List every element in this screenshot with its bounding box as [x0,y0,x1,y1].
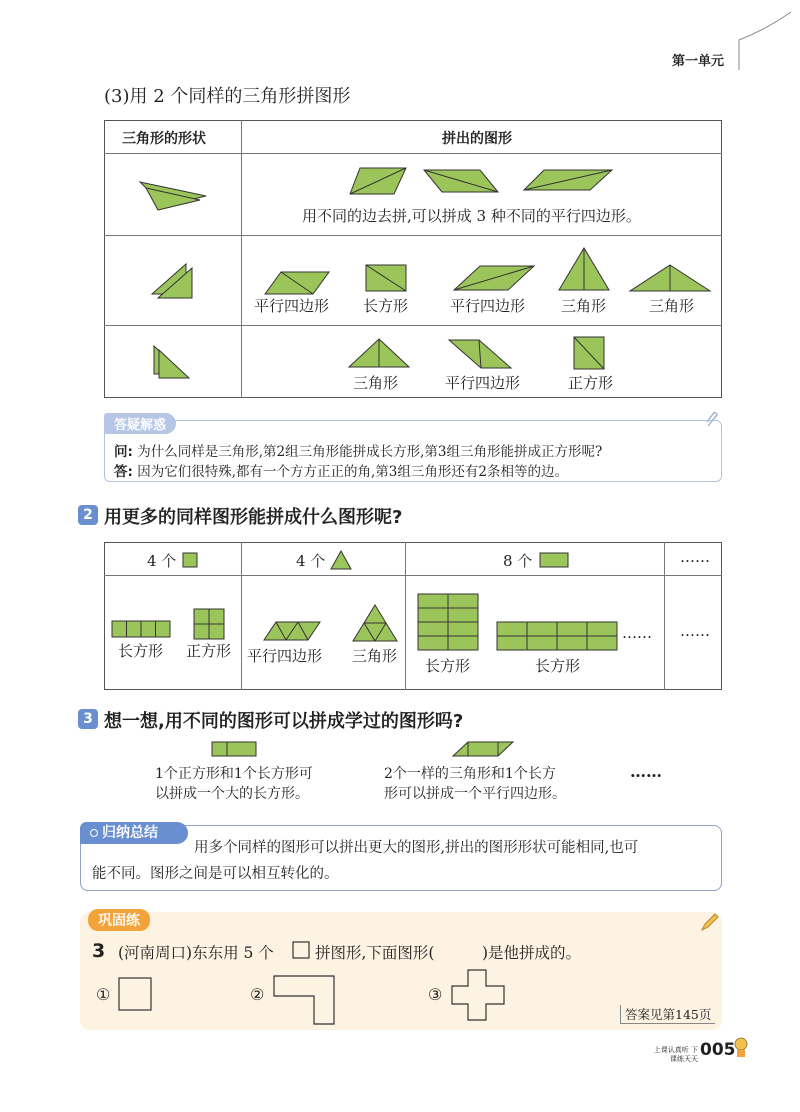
t2-header-4: …… [680,548,710,566]
triangles-plus-rectangle [452,741,514,757]
rectangle-unit-icon [539,552,569,568]
section2-number: 2 [78,505,98,525]
page-number: 005 [700,1040,736,1060]
t2-label-2: 正方形 [186,642,232,660]
square-plus-rectangle [211,741,257,757]
practice-tag: 巩固练 [88,909,150,931]
eight-rectangles-long [496,621,618,651]
triangle-unit-icon [330,550,352,570]
row3-square [573,336,605,370]
corner-decoration [735,10,795,70]
s3-item1-line1: 1个正方形和1个长方形可 [155,766,313,782]
summary-line2: 能不同。图形之间是可以相互转化的。 [92,866,339,882]
option-1-label[interactable]: ① [96,985,111,1004]
row1-parallelogram-c [522,168,614,192]
q-text: 为什么同样是三角形,第2组三角形能拼成长方形,第3组三角形能拼成正方形呢? [137,444,603,460]
a-label: 答: [114,464,133,480]
t2-header-1: 4 个 [147,552,177,570]
mascot-icon [732,1036,750,1058]
practice-q-part-c: )是他拼成的。 [482,944,582,962]
footer-small-text: 上课认真听 下课练天天 [653,1046,698,1063]
row3-triangles-icon [152,344,192,380]
row2-label-3: 平行四边形 [450,297,526,315]
row3-label-2: 平行四边形 [445,374,521,392]
section1-title: (3)用 2 个同样的三角形拼图形 [104,86,351,107]
t2-ellipsis-1: …… [622,624,652,642]
small-square-icon [292,941,310,959]
row2-triangles-icon [150,262,196,300]
option-2-label[interactable]: ② [250,985,265,1004]
row1-parallelogram-b [422,168,500,194]
square-unit-icon [182,552,198,568]
option-3-shape[interactable] [451,969,505,1021]
summary-tag [80,822,188,844]
option-3-label[interactable]: ③ [428,985,443,1004]
summary-line1: 用多个同样的图形可以拼出更大的图形,拼出的图形形状可能相同,也可 [194,840,639,856]
row3-label-1: 三角形 [353,374,399,392]
paperclip-icon [704,412,720,428]
answer-reference: 答案见第145页 [620,1005,715,1024]
s3-item2-line2: 形可以拼成一个平行四边形。 [384,786,566,802]
row2-label-5: 三角形 [649,297,695,315]
row3-label-3: 正方形 [568,374,614,392]
pencil-icon [700,912,720,932]
s3-ellipsis: …… [630,762,662,781]
row3-parallelogram [447,338,513,370]
section3-title: 想一想,用不同的图形可以拼成学过的图形吗? [104,711,464,732]
s3-item1-line2: 以拼成一个大的长方形。 [155,786,309,802]
row2-label-1: 平行四边形 [254,297,330,315]
row2-label-4: 三角形 [561,297,607,315]
row2-parallelogram-a [263,270,331,296]
practice-q-part-b: 拼图形,下面图形( [315,944,435,962]
option-1-shape[interactable] [118,977,152,1011]
section3-number: 3 [78,709,98,729]
row2-rectangle [365,264,407,292]
option-2-shape[interactable] [273,975,335,1025]
four-squares-row [111,620,171,638]
practice-q-num: 3 [92,940,106,962]
t2-label-1: 长方形 [118,642,164,660]
eight-rectangles-block [417,593,479,651]
t2-header-3: 8 个 [503,552,533,570]
t2-label-3: 平行四边形 [247,647,323,665]
t2-label-6: 长方形 [535,657,581,675]
qa-tag: 答疑解惑 [104,413,176,434]
col2-header: 拼出的图形 [442,131,512,147]
row2-triangle-tall [557,246,611,292]
four-squares-grid [193,608,225,640]
a-text: 因为它们很特殊,都有一个方方正正的角,第3组三角形还有2条相等的边。 [137,464,568,480]
row3-triangle [347,337,411,369]
practice-q-part-a: (河南周口)东东用 5 个 [118,944,274,962]
row1-parallelogram-a [348,166,408,196]
shapes-table-1 [104,120,722,398]
s3-item2-line1: 2个一样的三角形和1个长方 [384,766,556,782]
row2-label-2: 长方形 [363,297,409,315]
four-triangles-parallelogram [262,621,322,641]
unit-label: 第一单元 [672,54,725,69]
section2-title: 用更多的同样图形能拼成什么图形呢? [104,507,403,528]
col1-header: 三角形的形状 [122,131,206,147]
summary-tag-text: 归纳总结 [102,825,158,841]
row2-parallelogram-b [452,264,536,292]
row2-triangle-wide [628,263,712,293]
summary-bullet-icon [90,829,98,837]
t2-ellipsis-2: …… [680,622,710,640]
four-triangles-triangle [352,604,398,642]
t2-label-4: 三角形 [352,647,398,665]
row1-triangles-icon [138,178,208,212]
q-label: 问: [114,444,133,460]
t2-label-5: 长方形 [425,657,471,675]
t2-header-2: 4 个 [296,552,326,570]
row1-note: 用不同的边去拼,可以拼成 3 种不同的平行四边形。 [302,207,641,225]
